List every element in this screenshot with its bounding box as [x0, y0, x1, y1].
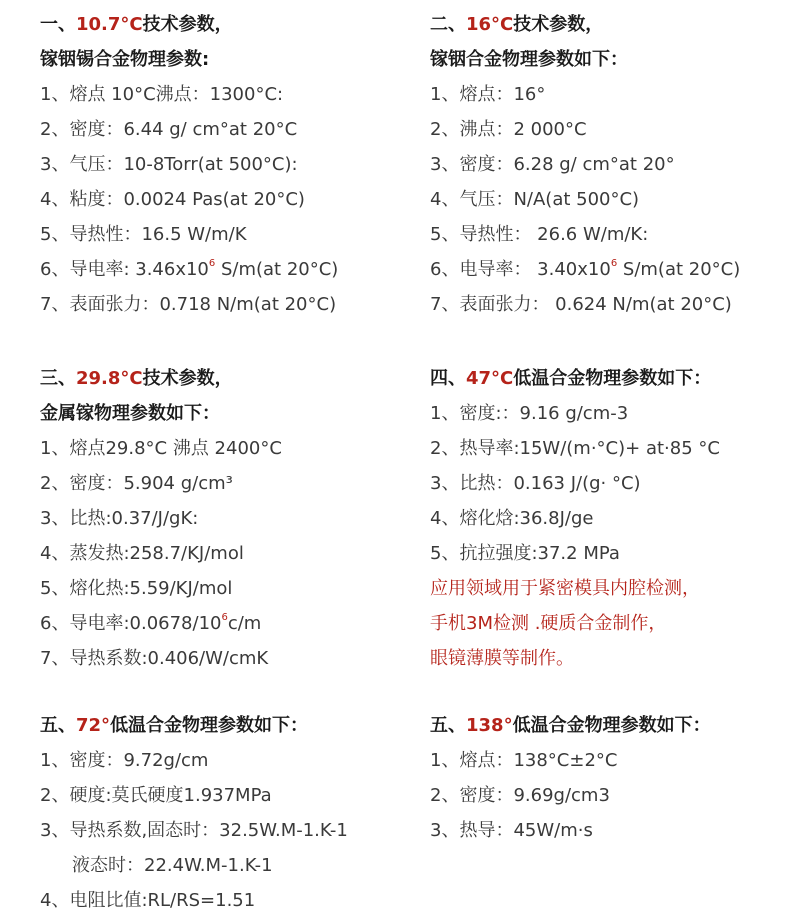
param-unit: c/m	[227, 613, 262, 634]
param-item: 2、密度：6.44 g/ cm°at 20°C	[40, 119, 298, 140]
section-heading	[40, 708, 400, 743]
param-item-conductivity	[40, 606, 400, 641]
param-item: 4、气压：N/A(at 500°C)	[430, 189, 640, 210]
section-heading	[40, 7, 400, 42]
param-item: 2、硬度:莫氏硬度1.937MPa	[40, 785, 272, 806]
param-item: 2、密度：9.69g/cm3	[430, 785, 610, 806]
heading-temperature: 16°C	[466, 14, 514, 35]
heading-suffix: 低温合金物理参数如下：	[110, 715, 309, 736]
heading-temperature: 47°C	[466, 368, 514, 389]
param-item: 5、熔化热:5.59/KJ/mol	[40, 578, 233, 599]
param-item-conductivity	[430, 252, 790, 287]
param-text: 6、电导率： 3.40x10	[430, 259, 611, 280]
section-138c	[430, 708, 790, 848]
application-note: 应用领域用于紧密模具内腔检测，	[430, 578, 700, 599]
param-item: 3、导热系数,固态时：32.5W.M-1.K-1	[40, 820, 348, 841]
param-item: 2、密度：5.904 g/cm³	[40, 473, 233, 494]
section-47c	[430, 361, 790, 676]
heading-suffix: 技术参数，	[142, 368, 233, 389]
param-item: 1、熔点29.8°C 沸点 2400°C	[40, 438, 282, 459]
param-item: 4、熔化焓:36.8J/ge	[430, 508, 594, 529]
param-unit: S/m(at 20°C)	[215, 259, 339, 280]
param-item: 5、导热性：16.5 W/m/K	[40, 224, 247, 245]
heading-prefix: 三、	[40, 368, 76, 389]
section-subtitle: 金属镓物理参数如下：	[40, 403, 220, 424]
param-item: 4、电阻比值:RL/RS=1.51	[40, 890, 256, 911]
param-item: 3、比热:0.37/J/gK:	[40, 508, 199, 529]
param-item: 2、沸点：2 000°C	[430, 119, 587, 140]
param-item: 1、熔点：138°C±2°C	[430, 750, 618, 771]
heading-prefix: 五、	[40, 715, 76, 736]
section-10-7c	[40, 7, 400, 322]
exponent: 6	[221, 612, 228, 623]
section-heading	[430, 708, 790, 743]
heading-temperature: 29.8°C	[76, 368, 143, 389]
section-29-8c	[40, 361, 400, 676]
param-item-conductivity	[40, 252, 400, 287]
param-item: 7、表面张力： 0.624 N/m(at 20°C)	[430, 294, 732, 315]
exponent: 6	[610, 258, 618, 269]
heading-temperature: 72°	[76, 715, 111, 736]
param-item: 2、热导率:15W/(m·°C)+ at·85 °C	[430, 438, 720, 459]
heading-prefix: 一、	[40, 14, 76, 35]
param-item: 7、表面张力：0.718 N/m(at 20°C)	[40, 294, 337, 315]
param-item: 5、抗拉强度:37.2 MPa	[430, 543, 620, 564]
param-item: 4、蒸发热:258.7/KJ/mol	[40, 543, 244, 564]
section-heading	[430, 7, 790, 42]
heading-suffix: 低温合金物理参数如下：	[512, 715, 711, 736]
heading-suffix: 低温合金物理参数如下：	[513, 368, 712, 389]
heading-temperature: 138°	[466, 715, 513, 736]
param-item: 3、比热：0.163 J/(g· °C)	[430, 473, 641, 494]
param-text: 6、导电率:0.0678/10	[40, 613, 222, 634]
heading-prefix: 二、	[430, 14, 466, 35]
heading-prefix: 四、	[430, 368, 466, 389]
param-item: 7、导热系数:0.406/W/cmK	[40, 648, 269, 669]
heading-suffix: 技术参数，	[142, 14, 233, 35]
section-72c	[40, 708, 400, 918]
param-item: 1、熔点 10°C沸点：1300°C:	[40, 84, 284, 105]
heading-temperature: 10.7°C	[76, 14, 143, 35]
param-item: 1、熔点：16°	[430, 84, 546, 105]
param-item: 3、热导：45W/m·s	[430, 820, 593, 841]
section-subtitle: 镓铟合金物理参数如下：	[430, 49, 628, 70]
param-item: 5、导热性： 26.6 W/m/K:	[430, 224, 649, 245]
param-item: 3、密度：6.28 g/ cm°at 20°	[430, 154, 675, 175]
heading-suffix: 技术参数，	[513, 14, 604, 35]
section-heading	[40, 361, 400, 396]
section-heading	[430, 361, 790, 396]
param-item: 1、密度：9.72g/cm	[40, 750, 209, 771]
application-note: 手机3M检测 .硬质合金制作，	[430, 613, 667, 634]
application-note: 眼镜薄膜等制作。	[430, 648, 574, 669]
param-item: 4、粘度：0.0024 Pas(at 20°C)	[40, 189, 305, 210]
param-item: 1、密度:：9.16 g/cm-3	[430, 403, 629, 424]
param-item-continued: 液态时：22.4W.M-1.K-1	[72, 855, 273, 876]
section-subtitle: 镓铟锡合金物理参数:	[40, 49, 210, 70]
section-16c	[430, 7, 790, 322]
exponent: 6	[208, 258, 216, 269]
heading-prefix: 五、	[430, 715, 466, 736]
param-unit: S/m(at 20°C)	[617, 259, 741, 280]
param-text: 6、导电率: 3.46x10	[40, 259, 209, 280]
param-item: 3、气压：10-8Torr(at 500°C):	[40, 154, 298, 175]
